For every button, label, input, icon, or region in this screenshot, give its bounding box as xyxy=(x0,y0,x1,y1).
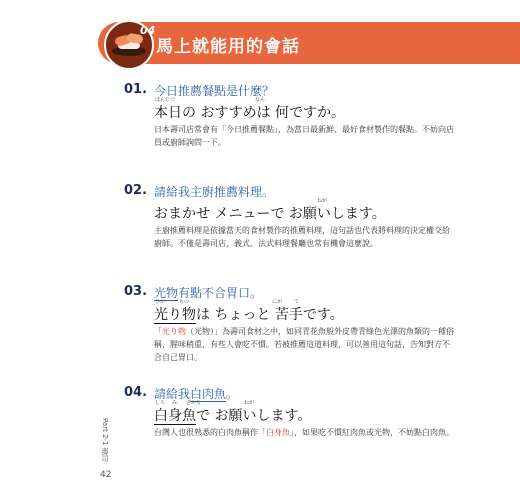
japanese-phrase: おまかせ メニューで お願いします。 xyxy=(154,206,386,222)
japanese-phrase: 白身魚で お願いします。 xyxy=(154,408,312,424)
page-number: 42 xyxy=(100,470,112,480)
chinese-phrase: 請給我主廚推薦料理。 xyxy=(154,185,275,199)
furigana: て xyxy=(294,299,300,305)
japanese-phrase: 光り物は ちょっと 苦手です。 xyxy=(154,307,344,323)
chapter-side-label: Part 2-1 壽司 xyxy=(101,418,109,462)
chinese-phrase: 今日推薦餐點是什麼？ xyxy=(154,84,275,98)
furigana: ねが xyxy=(244,400,255,406)
phrase-number: 04. xyxy=(124,385,148,400)
phrase-number: 01. xyxy=(124,82,148,97)
furigana: もの xyxy=(179,299,190,305)
furigana: み xyxy=(172,400,178,406)
phrase-description: 台灣人也很熟悉的白肉魚稱作「白身魚」，如果吃不慣紅肉魚或光物，不妨點白肉魚。 xyxy=(154,428,454,437)
furigana: ざかな xyxy=(186,400,202,406)
chinese-phrase: 請給我白肉魚。 xyxy=(154,387,239,401)
furigana: なん xyxy=(255,97,266,103)
phrase-description: 「光り物（光物）」為壽司食材之中，如同青花魚般外皮帶青綠色光澤的魚類的一種俗稱，腥味稍重，有些人會吃不慣。若被推薦這道料理，可以善用這句話，告知對方不合自己胃口。 xyxy=(154,327,454,362)
section-number: 04 xyxy=(140,24,156,37)
furigana: ほんじつ xyxy=(155,97,176,103)
furigana: ねが xyxy=(317,198,328,204)
furigana: にが xyxy=(272,299,283,305)
phrase-description: 主廚推薦料理是依據當天的食材製作的推薦料理，這句話也代表將料理的決定權交給廚師。不僅是壽司店，義式、法式料理餐廳也常有機會這麼說。 xyxy=(154,226,450,248)
furigana: しろ xyxy=(155,400,166,406)
page-title: 馬上就能用的會話 xyxy=(156,37,300,57)
phrase-number: 02. xyxy=(124,183,148,198)
furigana: ひか xyxy=(155,299,166,305)
chinese-phrase: 光物有點不合胃口。 xyxy=(154,286,263,300)
phrase-number: 03. xyxy=(124,284,148,299)
phrase-description: 日本壽司店常會有「今日推薦餐點」，為當日最新鮮、最好食材製作的餐點。不妨向店員或廚師詢問一下。 xyxy=(154,125,454,147)
japanese-phrase: 本日の おすすめは 何ですか。 xyxy=(154,105,346,121)
